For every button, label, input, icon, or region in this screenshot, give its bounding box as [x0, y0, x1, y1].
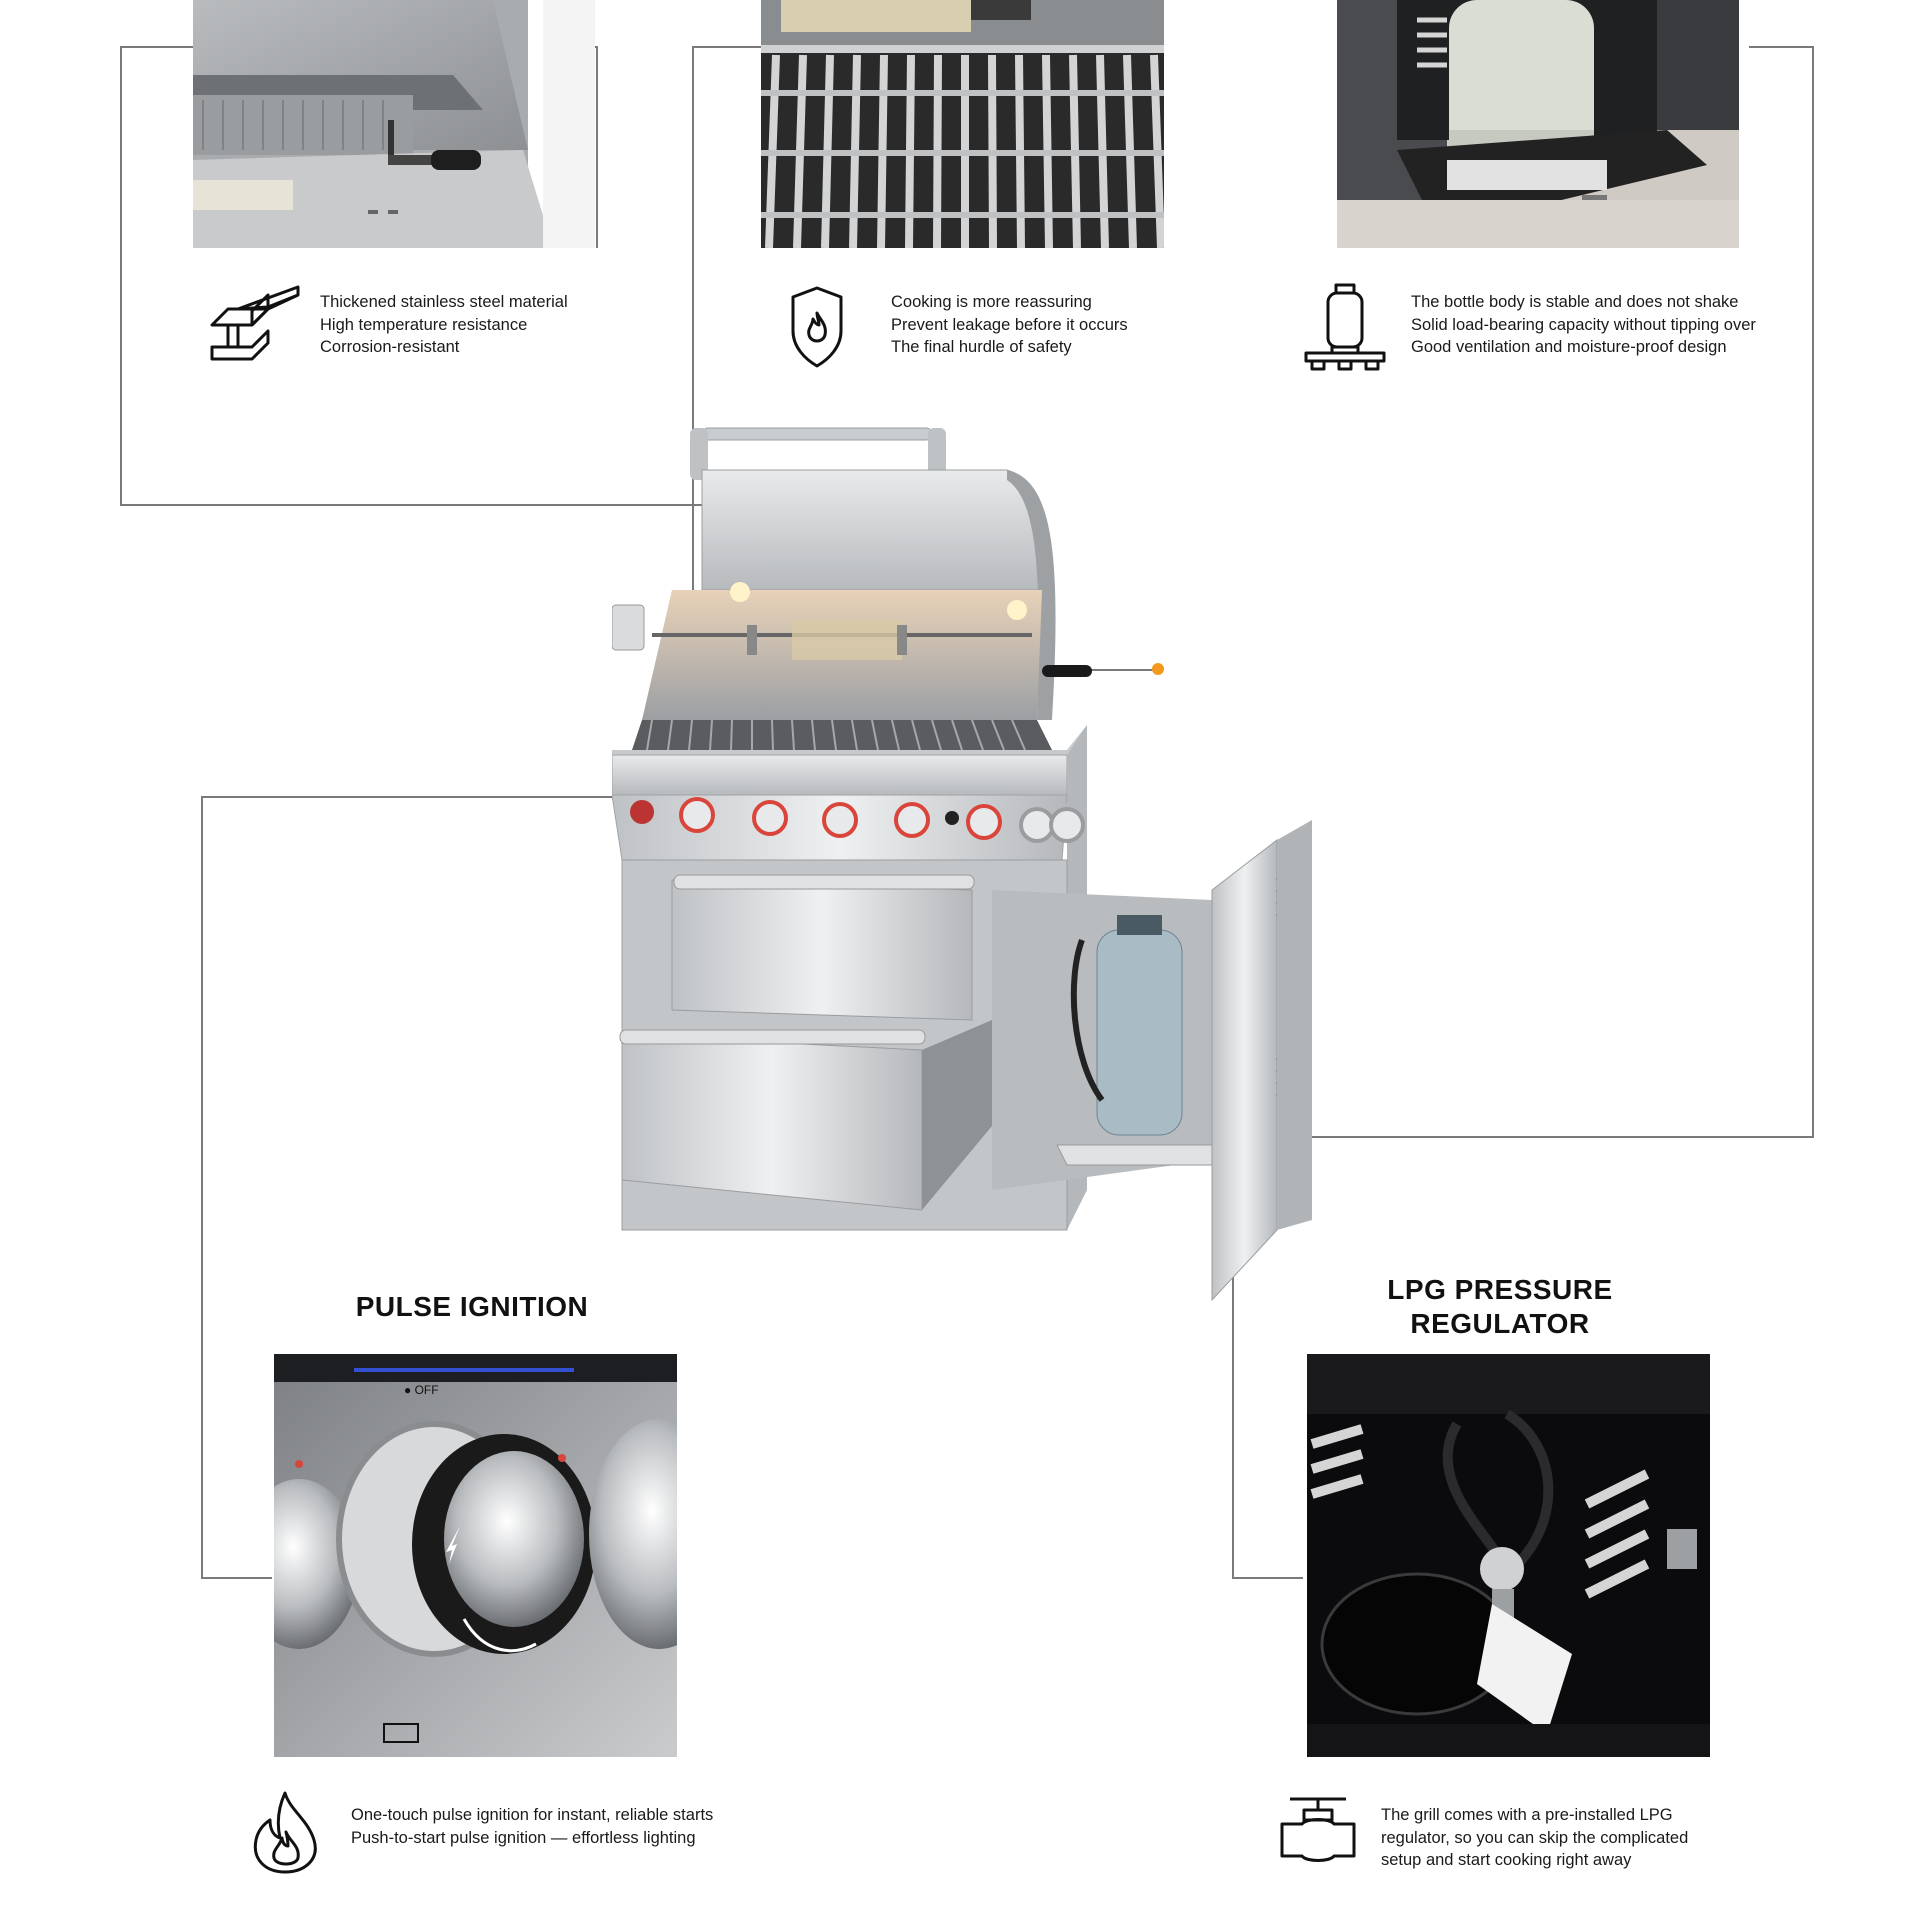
feature-line: Cooking is more reassuring [891, 293, 1092, 311]
flame-icon [250, 1790, 320, 1875]
feature-line: The bottle body is stable and does not shake [1411, 293, 1739, 311]
feature-line: Push-to-start pulse ignition — effortless lighting [351, 1828, 696, 1847]
regulator-photo [1307, 1354, 1710, 1757]
ignition-knob-photo [274, 1354, 677, 1757]
valve-icon [1278, 1796, 1358, 1862]
feature-line: Good ventilation and moisture-proof design [1411, 338, 1727, 356]
grate-detail-photo [761, 0, 1164, 248]
feature-line: Solid load-bearing capacity without tipping over [1411, 315, 1756, 334]
feature-text-ignition [351, 1804, 713, 1849]
feature-line: Thickened stainless steel material [320, 293, 568, 311]
lpg-heading-line-2: REGULATOR [1410, 1308, 1590, 1339]
feature-text-bottle [1411, 291, 1756, 359]
feature-line: The final hurdle of safety [891, 338, 1072, 356]
feature-line: Prevent leakage before it occurs [891, 315, 1128, 334]
feature-line: setup and start cooking right away [1381, 1851, 1632, 1869]
svg-text:● OFF: ● OFF [404, 1383, 439, 1397]
feature-text-safety [891, 291, 1128, 359]
feature-line: regulator, so you can skip the complicated [1381, 1828, 1689, 1847]
gas-bottle-icon [1302, 283, 1388, 371]
steel-beam-icon [208, 285, 304, 367]
pulse-ignition-heading: PULSE IGNITION [355, 1291, 589, 1322]
hood-detail-photo [193, 0, 595, 248]
lpg-heading-line-1: LPG PRESSURE [1387, 1274, 1613, 1305]
feature-line: Corrosion-resistant [320, 338, 460, 356]
feature-text-regulator [1381, 1804, 1688, 1872]
gas-cylinder-photo [1337, 0, 1739, 248]
feature-line: High temperature resistance [320, 315, 528, 334]
feature-line: The grill comes with a pre-installed LPG [1381, 1806, 1673, 1824]
feature-text-steel [320, 291, 568, 359]
grill-product-image [612, 420, 1352, 1320]
feature-line: One-touch pulse ignition for instant, reliable starts [351, 1806, 714, 1824]
shield-flame-icon [789, 285, 845, 369]
lpg-regulator-heading [1300, 1273, 1700, 1341]
